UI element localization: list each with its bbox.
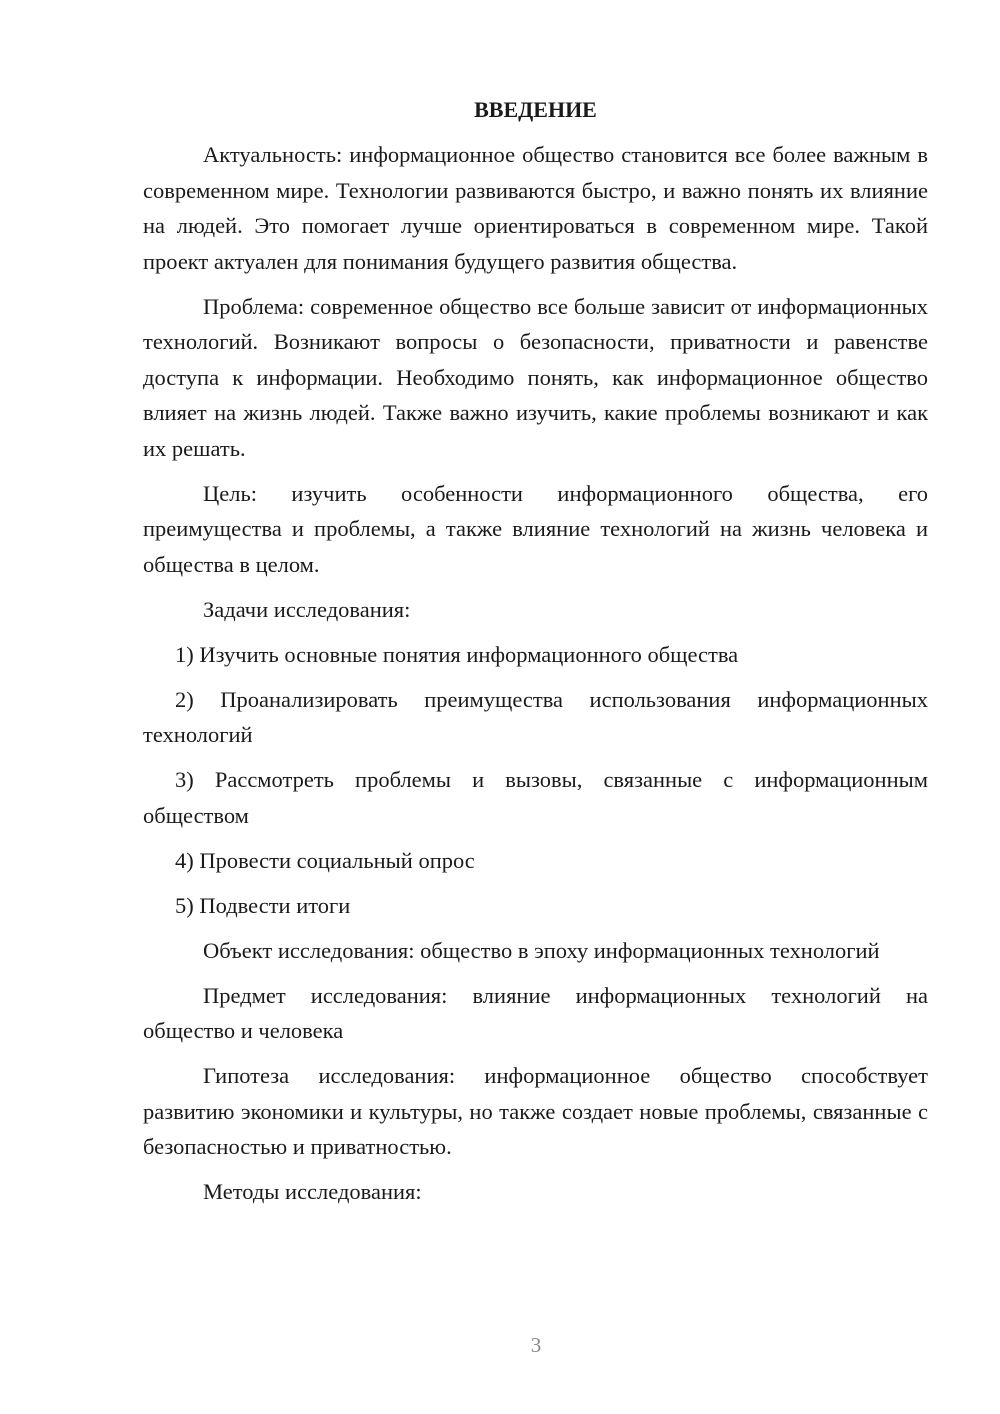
task-item-5: 5) Подвести итоги <box>175 892 351 918</box>
methods-heading: Методы исследования: <box>203 1179 422 1204</box>
task-item-1: 1) Изучить основные понятия информационного общества <box>175 641 739 667</box>
tasks-heading: Задачи исследования: <box>203 596 411 622</box>
section-title: ВВЕДЕНИЕ <box>474 97 597 122</box>
task-item-2: 2) Проанализировать преимущества использования информационных технологий <box>143 686 928 747</box>
subject-paragraph: Предмет исследования: влияние информационных технологий на общество и человека <box>143 982 928 1043</box>
task-item-3: 3) Рассмотреть проблемы и вызовы, связанные с информационным обществом <box>143 767 928 828</box>
task-item-4: 4) Провести социальный опрос <box>175 847 475 873</box>
page-number: 3 <box>530 1333 542 1357</box>
hypothesis-paragraph: Гипотеза исследования: информационное общество способствует развитию экономики и культуры, но также создает новые проблемы, связанные с безопасностью и приватностью. <box>143 1063 928 1159</box>
relevance-paragraph: Актуальность: информационное общество становится все более важным в современном мире. Технологии развиваются быстро, и важно понять их влияние на людей. Это помогает лучше ориентироваться в современном мире. Такой проект актуален для понимания будущего развития общества. <box>143 142 928 274</box>
problem-paragraph: Проблема: современное общество все больше зависит от информационных технологий. Возникают вопросы о безопасности, приватности и равенстве доступа к информации. Необходимо понять, как информационное общество влияет на жизнь людей. Также важно изучить, какие проблемы возникают и как их решать. <box>143 293 928 461</box>
object-paragraph: Объект исследования: общество в эпоху информационных технологий <box>203 937 880 963</box>
document-page <box>143 95 928 1219</box>
goal-paragraph: Цель: изучить особенности информационного общества, его преимущества и проблемы, а также влияние технологий на жизнь человека и общества в целом. <box>143 480 928 577</box>
